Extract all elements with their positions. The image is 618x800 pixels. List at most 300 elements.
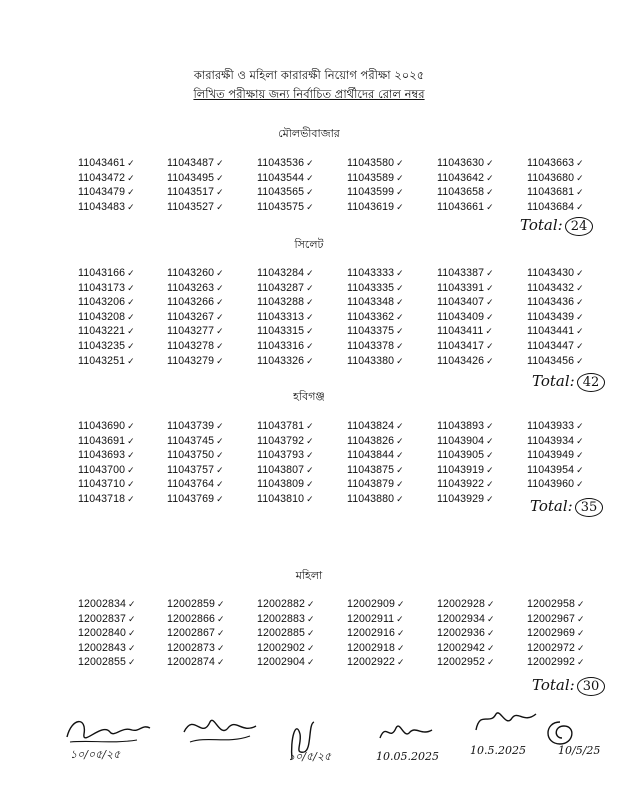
check-mark: ✓ <box>576 158 584 168</box>
roll-number <box>527 201 584 213</box>
check-mark: ✓ <box>306 172 314 183</box>
table-row <box>78 642 598 657</box>
check-mark: ✓ <box>486 421 494 431</box>
roll-number <box>78 296 135 308</box>
roll-number-value: 11043642 <box>437 171 485 184</box>
roll-number <box>257 325 314 337</box>
roll-number-value: 11043326 <box>257 354 305 367</box>
roll-number-value: 11043793 <box>257 449 305 462</box>
roll-number-value: 11043208 <box>78 310 126 323</box>
check-mark: ✓ <box>576 311 584 322</box>
roll-number <box>437 642 495 654</box>
roll-number <box>78 325 135 337</box>
roll-number-value: 12002992 <box>527 656 575 669</box>
check-mark: ✓ <box>576 657 585 668</box>
roll-number <box>257 449 314 461</box>
check-mark: ✓ <box>576 172 584 183</box>
table-row <box>78 613 598 628</box>
roll-number-value: 12002867 <box>167 627 215 640</box>
total-label: Total: <box>532 676 575 694</box>
roll-number <box>527 435 584 447</box>
roll-number <box>437 656 495 668</box>
total-count: 42 <box>577 373 606 392</box>
roll-number-value: 11043472 <box>78 171 126 184</box>
roll-number-value: 11043439 <box>527 310 575 323</box>
roll-number-value: 11043684 <box>527 200 575 213</box>
check-mark: ✓ <box>486 493 494 504</box>
check-mark: ✓ <box>216 421 224 431</box>
check-mark: ✓ <box>576 450 584 461</box>
roll-number <box>167 598 225 610</box>
roll-number-value: 11043663 <box>527 157 575 169</box>
check-mark: ✓ <box>306 464 314 475</box>
roll-number <box>78 656 136 668</box>
roll-number-value: 11043919 <box>437 463 485 476</box>
check-mark: ✓ <box>216 158 224 168</box>
roll-number <box>167 296 224 308</box>
total-habiganj <box>530 497 603 517</box>
roll-number-value: 11043630 <box>437 157 485 169</box>
roll-number <box>437 296 494 308</box>
check-mark: ✓ <box>216 268 224 278</box>
roll-number-value: 11043904 <box>437 434 485 447</box>
signature-2 <box>180 710 260 754</box>
check-mark: ✓ <box>486 172 494 183</box>
roll-number-value: 11043781 <box>257 420 305 432</box>
roll-number <box>167 613 225 625</box>
check-mark: ✓ <box>216 297 224 308</box>
check-mark: ✓ <box>486 479 494 490</box>
table-row <box>78 311 598 326</box>
roll-number <box>257 613 315 625</box>
roll-number <box>347 340 404 352</box>
roll-number-value: 11043430 <box>527 267 575 279</box>
roll-number-value: 11043739 <box>167 420 215 432</box>
roll-number-value: 11043680 <box>527 171 575 184</box>
roll-number-value: 12002866 <box>167 612 215 625</box>
roll-number <box>257 311 314 323</box>
check-mark: ✓ <box>396 326 404 337</box>
roll-number-value: 11043432 <box>527 281 575 294</box>
check-mark: ✓ <box>576 355 584 366</box>
check-mark: ✓ <box>306 657 315 668</box>
table-row <box>78 464 598 479</box>
check-mark: ✓ <box>486 282 494 293</box>
roll-number <box>437 420 494 432</box>
check-mark: ✓ <box>486 340 494 351</box>
roll-number-value: 11043166 <box>78 267 126 279</box>
roll-number-value: 11043619 <box>347 200 395 213</box>
roll-number <box>78 420 135 432</box>
roll-number <box>437 464 494 476</box>
roll-number <box>78 642 136 654</box>
roll-number-value: 12002855 <box>78 656 126 669</box>
check-mark: ✓ <box>396 657 405 668</box>
signature-date: 10/5/25 <box>558 744 601 757</box>
check-mark: ✓ <box>306 421 314 431</box>
roll-number-value: 11043691 <box>78 434 126 447</box>
check-mark: ✓ <box>576 435 584 446</box>
roll-number-value: 11043954 <box>527 463 575 476</box>
roll-number <box>167 355 224 367</box>
roll-number-value: 11043589 <box>347 171 395 184</box>
check-mark: ✓ <box>396 282 404 293</box>
check-mark: ✓ <box>396 642 405 653</box>
roll-number-value: 12002874 <box>167 656 215 669</box>
roll-number <box>78 435 135 447</box>
roll-number-value: 12002969 <box>527 627 575 640</box>
check-mark: ✓ <box>396 268 404 278</box>
roll-number-value: 11043517 <box>167 186 215 199</box>
check-mark: ✓ <box>306 642 315 653</box>
signature-date: 10.5.2025 <box>470 744 526 757</box>
roll-number-value: 11043315 <box>257 325 305 338</box>
roll-number-value: 11043391 <box>437 281 485 294</box>
signature-1 <box>62 712 152 761</box>
total-label: Total: <box>532 372 575 390</box>
roll-number <box>167 186 224 198</box>
check-mark: ✓ <box>216 282 224 293</box>
roll-number-value: 11043411 <box>437 325 484 338</box>
table-row <box>78 172 598 187</box>
check-mark: ✓ <box>486 464 494 475</box>
table-row <box>78 435 598 450</box>
roll-number-value: 11043288 <box>257 296 305 309</box>
roll-number-value: 12002918 <box>347 641 395 654</box>
roll-number-value: 11043792 <box>257 434 305 447</box>
roll-number-value: 11043875 <box>347 463 395 476</box>
roll-number <box>257 656 315 668</box>
roll-number <box>78 355 135 367</box>
roll-number-value: 11043880 <box>347 492 395 505</box>
roll-number-value: 11043436 <box>527 296 575 309</box>
roll-number-value: 11043335 <box>347 281 395 294</box>
roll-number <box>167 311 224 323</box>
check-mark: ✓ <box>306 435 314 446</box>
table-row <box>78 449 598 464</box>
roll-number-value: 12002883 <box>257 612 305 625</box>
check-mark: ✓ <box>396 464 404 475</box>
roll-grid-mohila <box>78 598 598 671</box>
check-mark: ✓ <box>127 599 136 609</box>
roll-grid-moulvibazar <box>78 157 598 215</box>
signature-6 <box>540 718 601 757</box>
check-mark: ✓ <box>216 187 224 198</box>
roll-number <box>78 627 136 639</box>
check-mark: ✓ <box>486 311 494 322</box>
check-mark: ✓ <box>485 326 494 337</box>
document-subtitle: লিখিত পরীক্ষায় জন্য নির্বাচিত প্রার্থীদের রোল নম্বর <box>193 87 425 101</box>
roll-number-value: 11043661 <box>437 200 485 213</box>
roll-number <box>257 267 314 279</box>
section-title-habiganj: হবিগঞ্জ <box>293 390 325 403</box>
check-mark: ✓ <box>396 599 405 609</box>
roll-number-value: 11043893 <box>437 420 485 432</box>
roll-number <box>78 449 135 461</box>
check-mark: ✓ <box>127 613 136 624</box>
roll-number-value: 11043362 <box>347 310 395 323</box>
check-mark: ✓ <box>396 340 404 351</box>
signature-4 <box>376 718 439 763</box>
check-mark: ✓ <box>216 599 225 609</box>
check-mark: ✓ <box>486 613 495 624</box>
roll-number-value: 11043934 <box>527 434 575 447</box>
check-mark: ✓ <box>127 172 135 183</box>
check-mark: ✓ <box>127 628 136 639</box>
roll-number <box>167 325 224 337</box>
check-mark: ✓ <box>576 187 584 198</box>
roll-number <box>78 201 135 213</box>
roll-number-value: 11043375 <box>347 325 395 338</box>
roll-number <box>257 627 315 639</box>
roll-number <box>78 282 135 294</box>
roll-number-value: 11043287 <box>257 281 305 294</box>
roll-number <box>78 493 135 505</box>
check-mark: ✓ <box>306 282 314 293</box>
roll-number <box>347 311 404 323</box>
roll-number <box>527 186 584 198</box>
total-count: 30 <box>577 677 606 696</box>
roll-number-value: 11043824 <box>347 420 395 432</box>
check-mark: ✓ <box>216 464 224 475</box>
roll-number <box>78 340 135 352</box>
check-mark: ✓ <box>576 201 584 212</box>
table-row <box>78 420 598 435</box>
check-mark: ✓ <box>396 628 405 639</box>
roll-number <box>167 642 225 654</box>
check-mark: ✓ <box>306 187 314 198</box>
total-moulvibazar <box>520 216 593 236</box>
check-mark: ✓ <box>127 657 136 668</box>
roll-number-value: 12002837 <box>78 612 126 625</box>
check-mark: ✓ <box>576 613 585 624</box>
check-mark: ✓ <box>216 657 225 668</box>
roll-number-value: 11043690 <box>78 420 126 432</box>
roll-number <box>78 311 135 323</box>
roll-number-value: 11043750 <box>167 449 215 462</box>
roll-number <box>78 464 135 476</box>
roll-number <box>257 355 314 367</box>
roll-number <box>257 340 314 352</box>
roll-number <box>167 478 224 490</box>
roll-number-value: 11043487 <box>167 157 215 169</box>
roll-number <box>347 449 404 461</box>
check-mark: ✓ <box>396 435 404 446</box>
table-row <box>78 656 598 671</box>
check-mark: ✓ <box>396 493 404 504</box>
check-mark: ✓ <box>396 479 404 490</box>
roll-number-value: 11043407 <box>437 296 485 309</box>
check-mark: ✓ <box>127 158 135 168</box>
roll-number <box>257 464 314 476</box>
roll-number-value: 11043949 <box>527 449 575 462</box>
roll-number <box>347 627 405 639</box>
check-mark: ✓ <box>127 450 135 461</box>
roll-number <box>347 201 404 213</box>
roll-number-value: 12002936 <box>437 627 485 640</box>
check-mark: ✓ <box>127 355 135 366</box>
roll-number-value: 11043879 <box>347 478 395 491</box>
roll-number-value: 11043279 <box>167 354 215 367</box>
check-mark: ✓ <box>216 493 224 504</box>
roll-number <box>257 172 314 184</box>
table-row <box>78 627 598 642</box>
check-mark: ✓ <box>486 435 494 446</box>
roll-number-value: 11043693 <box>78 449 126 462</box>
roll-number <box>347 355 404 367</box>
check-mark: ✓ <box>306 201 314 212</box>
roll-number-value: 12002958 <box>527 598 575 610</box>
roll-number <box>347 435 404 447</box>
roll-number-value: 11043173 <box>78 281 126 294</box>
check-mark: ✓ <box>306 158 314 168</box>
roll-number <box>257 186 314 198</box>
roll-number-value: 11043810 <box>257 492 305 505</box>
check-mark: ✓ <box>306 613 315 624</box>
roll-number <box>347 325 404 337</box>
roll-number-value: 11043426 <box>437 354 485 367</box>
roll-number-value: 12002909 <box>347 598 395 610</box>
check-mark: ✓ <box>576 282 584 293</box>
roll-number-value: 11043417 <box>437 339 485 352</box>
roll-number <box>437 172 494 184</box>
roll-number-value: 11043206 <box>78 296 126 309</box>
roll-number <box>347 656 405 668</box>
roll-number <box>257 282 314 294</box>
roll-number-value: 12002904 <box>257 656 305 669</box>
check-mark: ✓ <box>576 297 584 308</box>
roll-number-value: 11043960 <box>527 478 575 491</box>
roll-number-value: 12002922 <box>347 656 395 669</box>
roll-number <box>78 172 135 184</box>
roll-number <box>347 642 405 654</box>
check-mark: ✓ <box>127 642 136 653</box>
table-row <box>78 267 598 282</box>
roll-number <box>257 493 314 505</box>
check-mark: ✓ <box>396 158 404 168</box>
roll-number <box>437 449 494 461</box>
check-mark: ✓ <box>127 187 135 198</box>
total-label: Total: <box>530 497 573 515</box>
roll-number-value: 12002834 <box>78 598 126 610</box>
roll-number <box>167 656 225 668</box>
roll-number <box>437 186 494 198</box>
check-mark: ✓ <box>486 355 494 366</box>
roll-number <box>347 296 404 308</box>
roll-number <box>527 627 585 639</box>
roll-number <box>257 420 314 432</box>
roll-number-value: 11043565 <box>257 186 305 199</box>
roll-number-value: 11043929 <box>437 492 485 505</box>
signature-5 <box>470 706 540 757</box>
roll-number <box>347 493 404 505</box>
document-title: কারারক্ষী ও মহিলা কারারক্ষী নিয়োগ পরীক্ষা ২০২৫ <box>193 68 425 82</box>
roll-number <box>347 478 404 490</box>
roll-number <box>78 613 136 625</box>
check-mark: ✓ <box>306 628 315 639</box>
check-mark: ✓ <box>127 201 135 212</box>
check-mark: ✓ <box>486 642 495 653</box>
roll-number-value: 11043441 <box>527 325 575 338</box>
check-mark: ✓ <box>127 340 135 351</box>
check-mark: ✓ <box>216 172 224 183</box>
check-mark: ✓ <box>576 599 585 609</box>
roll-number-value: 11043266 <box>167 296 215 309</box>
check-mark: ✓ <box>486 297 494 308</box>
check-mark: ✓ <box>216 450 224 461</box>
section-title-moulvibazar: মৌলভীবাজার <box>278 127 340 140</box>
roll-number <box>78 598 136 610</box>
check-mark: ✓ <box>396 172 404 183</box>
roll-number-value: 11043745 <box>167 434 215 447</box>
roll-number <box>527 355 584 367</box>
section-title-sylhet: সিলেট <box>294 238 324 251</box>
roll-number-value: 11043807 <box>257 463 305 476</box>
roll-number <box>347 420 404 432</box>
roll-number-value: 11043251 <box>78 354 126 367</box>
roll-number <box>527 340 584 352</box>
roll-number <box>257 157 314 169</box>
roll-number-value: 11043456 <box>527 354 575 367</box>
check-mark: ✓ <box>127 311 135 322</box>
signature-scribble <box>376 718 436 748</box>
roll-number-value: 11043380 <box>347 354 395 367</box>
roll-number <box>527 420 584 432</box>
roll-number-value: 11043718 <box>78 492 126 505</box>
roll-number-value: 11043809 <box>257 478 305 491</box>
roll-number <box>78 267 135 279</box>
check-mark: ✓ <box>216 355 224 366</box>
roll-number <box>78 186 135 198</box>
check-mark: ✓ <box>127 282 135 293</box>
check-mark: ✓ <box>127 421 135 431</box>
roll-number <box>167 282 224 294</box>
check-mark: ✓ <box>306 479 314 490</box>
signature-date: ১০/০৫/২৫ <box>70 748 121 761</box>
signature-3 <box>282 714 342 768</box>
roll-number-value: 11043313 <box>257 310 305 323</box>
roll-number <box>527 172 584 184</box>
roll-number-value: 11043348 <box>347 296 395 309</box>
roll-number-value: 11043260 <box>167 267 215 279</box>
check-mark: ✓ <box>576 642 585 653</box>
roll-number-value: 11043544 <box>257 171 305 184</box>
total-count: 24 <box>565 217 594 236</box>
roll-number-value: 12002873 <box>167 641 215 654</box>
check-mark: ✓ <box>216 311 224 322</box>
roll-number <box>527 157 584 169</box>
check-mark: ✓ <box>576 628 585 639</box>
roll-number-value: 11043575 <box>257 200 305 213</box>
table-row <box>78 282 598 297</box>
roll-number <box>437 627 495 639</box>
roll-number <box>167 420 224 432</box>
check-mark: ✓ <box>216 479 224 490</box>
roll-number-value: 11043710 <box>78 478 126 491</box>
roll-number <box>347 186 404 198</box>
table-row <box>78 355 598 370</box>
roll-number-value: 12002911 <box>347 612 395 625</box>
roll-number <box>437 311 494 323</box>
check-mark: ✓ <box>216 628 225 639</box>
section-title-mohila: মহিলা <box>295 569 323 582</box>
roll-number <box>437 157 494 169</box>
roll-number-value: 11043599 <box>347 186 395 199</box>
roll-grid-habiganj <box>78 420 598 508</box>
roll-number <box>167 340 224 352</box>
roll-number <box>527 296 584 308</box>
check-mark: ✓ <box>306 355 314 366</box>
